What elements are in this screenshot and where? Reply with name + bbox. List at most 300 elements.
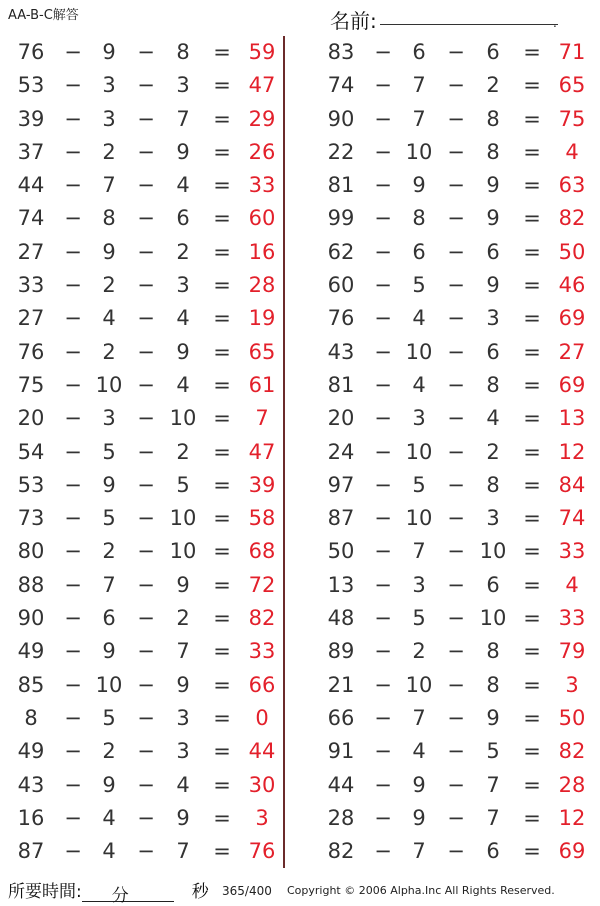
answer: 76 — [248, 839, 276, 864]
minus-sign: − — [64, 339, 82, 364]
subtrahend-2: 2 — [176, 606, 190, 631]
equals-sign: = — [523, 639, 541, 664]
subtrahend-2: 9 — [176, 339, 190, 364]
minus-sign: − — [374, 705, 392, 730]
answer: 59 — [248, 40, 276, 64]
minus-sign: − — [137, 339, 155, 364]
problem-row — [0, 602, 290, 635]
problem-row — [310, 469, 600, 502]
name-blank-line — [380, 24, 558, 25]
subtrahend-1: 2 — [412, 639, 426, 664]
answer: 84 — [558, 472, 586, 497]
minuend: 33 — [17, 273, 45, 298]
minuend: 48 — [327, 606, 355, 631]
minus-sign: − — [447, 506, 465, 531]
problem-row — [310, 269, 600, 302]
answer: 33 — [558, 539, 586, 564]
subtrahend-2: 5 — [176, 472, 190, 497]
equals-sign: = — [523, 273, 541, 298]
equals-sign: = — [523, 406, 541, 431]
subtrahend-1: 5 — [102, 705, 116, 730]
minus-sign: − — [64, 439, 82, 464]
minuend: 43 — [327, 339, 355, 364]
minus-sign: − — [374, 339, 392, 364]
problem-row — [0, 269, 290, 302]
minus-sign: − — [137, 372, 155, 397]
equals-sign: = — [523, 239, 541, 264]
equals-sign: = — [523, 539, 541, 564]
minus-sign: − — [64, 306, 82, 331]
problem-row — [310, 169, 600, 202]
minus-sign: − — [447, 839, 465, 864]
equals-sign: = — [213, 173, 231, 198]
answer: 68 — [248, 539, 276, 564]
subtrahend-1: 2 — [102, 139, 116, 164]
equals-sign: = — [213, 106, 231, 131]
problem-row — [310, 103, 600, 136]
minuend: 83 — [327, 40, 355, 64]
equals-sign: = — [213, 572, 231, 597]
subtrahend-1: 2 — [102, 273, 116, 298]
answer: 16 — [248, 239, 276, 264]
minus-sign: − — [64, 472, 82, 497]
answer: 47 — [248, 73, 276, 98]
equals-sign: = — [213, 839, 231, 864]
minus-sign: − — [137, 273, 155, 298]
minuend: 22 — [327, 139, 355, 164]
answer: 33 — [558, 606, 586, 631]
subtrahend-2: 9 — [486, 173, 500, 198]
minus-sign: − — [137, 139, 155, 164]
subtrahend-2: 3 — [176, 739, 190, 764]
minus-sign: − — [137, 805, 155, 830]
minus-sign: − — [137, 739, 155, 764]
minus-sign: − — [447, 606, 465, 631]
subtrahend-2: 3 — [486, 306, 500, 331]
minuend: 66 — [327, 705, 355, 730]
minuend: 50 — [327, 539, 355, 564]
subtrahend-1: 8 — [412, 206, 426, 231]
minuend: 39 — [17, 106, 45, 131]
equals-sign: = — [523, 506, 541, 531]
minus-sign: − — [64, 406, 82, 431]
minus-sign: − — [447, 139, 465, 164]
answer: 75 — [558, 106, 586, 131]
minus-sign: − — [64, 572, 82, 597]
problem-row — [310, 702, 600, 735]
minus-sign: − — [447, 273, 465, 298]
minus-sign: − — [447, 239, 465, 264]
problem-row — [310, 136, 600, 169]
equals-sign: = — [213, 539, 231, 564]
answer: 66 — [248, 672, 276, 697]
subtrahend-1: 4 — [412, 372, 426, 397]
answer: 13 — [558, 406, 586, 431]
subtrahend-2: 8 — [486, 672, 500, 697]
minus-sign: − — [447, 705, 465, 730]
subtrahend-1: 5 — [412, 472, 426, 497]
minuend: 28 — [327, 805, 355, 830]
subtrahend-1: 7 — [412, 106, 426, 131]
minus-sign: − — [374, 206, 392, 231]
problem-row — [0, 369, 290, 402]
minuend: 89 — [327, 639, 355, 664]
minuend: 37 — [17, 139, 45, 164]
minus-sign: − — [64, 705, 82, 730]
answer: 72 — [248, 572, 276, 597]
minuend: 43 — [17, 772, 45, 797]
problem-row — [0, 136, 290, 169]
subtrahend-1: 5 — [412, 606, 426, 631]
equals-sign: = — [213, 73, 231, 98]
minus-sign: − — [137, 606, 155, 631]
subtrahend-2: 10 — [169, 406, 197, 431]
subtrahend-1: 6 — [102, 606, 116, 631]
minus-sign: − — [447, 472, 465, 497]
subtrahend-1: 3 — [412, 572, 426, 597]
minuend: 76 — [17, 40, 45, 64]
minus-sign: − — [447, 372, 465, 397]
answer: 4 — [565, 139, 579, 164]
minus-sign: − — [374, 439, 392, 464]
equals-sign: = — [213, 606, 231, 631]
subtrahend-2: 7 — [176, 839, 190, 864]
answer: 3 — [565, 672, 579, 697]
problem-row — [310, 336, 600, 369]
subtrahend-2: 9 — [486, 206, 500, 231]
time-blank — [82, 881, 174, 906]
minuend: 49 — [17, 639, 45, 664]
minus-sign: − — [447, 805, 465, 830]
minus-sign: − — [64, 606, 82, 631]
equals-sign: = — [523, 472, 541, 497]
subtrahend-1: 9 — [102, 239, 116, 264]
subtrahend-2: 10 — [479, 606, 507, 631]
equals-sign: = — [213, 472, 231, 497]
subtrahend-2: 4 — [176, 306, 190, 331]
minuend: 76 — [17, 339, 45, 364]
minus-sign: − — [137, 239, 155, 264]
subtrahend-1: 9 — [412, 772, 426, 797]
minus-sign: − — [137, 439, 155, 464]
equals-sign: = — [213, 739, 231, 764]
subtrahend-2: 9 — [486, 705, 500, 730]
subtrahend-2: 4 — [176, 173, 190, 198]
minus-sign: − — [137, 839, 155, 864]
subtrahend-1: 9 — [102, 40, 116, 64]
equals-sign: = — [523, 739, 541, 764]
subtrahend-2: 6 — [486, 839, 500, 864]
problem-row — [310, 669, 600, 702]
equals-sign: = — [213, 306, 231, 331]
subtrahend-1: 3 — [412, 406, 426, 431]
minutes-label: 分 — [111, 886, 129, 906]
answer: 79 — [558, 639, 586, 664]
problem-row — [310, 69, 600, 102]
minus-sign: − — [447, 639, 465, 664]
subtrahend-1: 4 — [102, 839, 116, 864]
equals-sign: = — [213, 639, 231, 664]
problem-row — [310, 236, 600, 269]
minuend: 60 — [327, 273, 355, 298]
equals-sign: = — [523, 839, 541, 864]
answer: 47 — [248, 439, 276, 464]
subtrahend-2: 6 — [486, 339, 500, 364]
subtrahend-2: 8 — [486, 139, 500, 164]
problem-row — [310, 402, 600, 435]
minus-sign: − — [64, 805, 82, 830]
equals-sign: = — [523, 40, 541, 64]
minuend: 44 — [17, 173, 45, 198]
subtrahend-2: 10 — [169, 506, 197, 531]
subtrahend-2: 9 — [176, 139, 190, 164]
problem-row — [0, 336, 290, 369]
page-number: 365/400 — [222, 884, 272, 898]
minus-sign: − — [447, 106, 465, 131]
problem-row — [0, 635, 290, 668]
copyright-notice: Copyright © 2006 Alpha.Inc All Rights Reserved. — [287, 884, 555, 897]
minus-sign: − — [447, 339, 465, 364]
answer: 28 — [558, 772, 586, 797]
answer: 30 — [248, 772, 276, 797]
subtrahend-1: 4 — [412, 306, 426, 331]
minus-sign: − — [447, 173, 465, 198]
minuend: 8 — [24, 705, 38, 730]
subtrahend-1: 4 — [412, 739, 426, 764]
minus-sign: − — [64, 839, 82, 864]
minuend: 81 — [327, 372, 355, 397]
minus-sign: − — [64, 273, 82, 298]
minuend: 20 — [17, 406, 45, 431]
minuend: 54 — [17, 439, 45, 464]
minus-sign: − — [64, 73, 82, 98]
equals-sign: = — [523, 805, 541, 830]
subtrahend-2: 9 — [486, 273, 500, 298]
minus-sign: − — [374, 306, 392, 331]
subtrahend-2: 9 — [176, 572, 190, 597]
minus-sign: − — [137, 106, 155, 131]
minuend: 74 — [327, 73, 355, 98]
answer: 3 — [255, 805, 269, 830]
seconds-label: 秒 — [191, 882, 209, 902]
equals-sign: = — [213, 406, 231, 431]
subtrahend-1: 3 — [102, 73, 116, 98]
minus-sign: − — [374, 406, 392, 431]
answer: 61 — [248, 372, 276, 397]
minuend: 85 — [17, 672, 45, 697]
subtrahend-2: 8 — [486, 639, 500, 664]
answer: 69 — [558, 372, 586, 397]
subtrahend-1: 7 — [412, 73, 426, 98]
minuend: 53 — [17, 73, 45, 98]
subtrahend-1: 9 — [102, 639, 116, 664]
equals-sign: = — [523, 306, 541, 331]
problem-row — [0, 236, 290, 269]
problem-row — [310, 436, 600, 469]
minus-sign: − — [447, 572, 465, 597]
minuend: 76 — [327, 306, 355, 331]
subtrahend-1: 9 — [102, 772, 116, 797]
subtrahend-2: 7 — [486, 772, 500, 797]
equals-sign: = — [213, 239, 231, 264]
minuend: 62 — [327, 239, 355, 264]
equals-sign: = — [213, 506, 231, 531]
minus-sign: − — [137, 406, 155, 431]
problems-right-column — [310, 36, 600, 868]
minus-sign: − — [374, 73, 392, 98]
problem-row — [310, 769, 600, 802]
subtrahend-1: 2 — [102, 739, 116, 764]
subtrahend-2: 6 — [176, 206, 190, 231]
subtrahend-2: 2 — [486, 439, 500, 464]
subtrahend-2: 2 — [176, 439, 190, 464]
subtrahend-1: 9 — [102, 472, 116, 497]
minuend: 91 — [327, 739, 355, 764]
equals-sign: = — [523, 705, 541, 730]
subtrahend-2: 2 — [486, 73, 500, 98]
minus-sign: − — [137, 472, 155, 497]
minus-sign: − — [447, 306, 465, 331]
subtrahend-1: 3 — [102, 406, 116, 431]
equals-sign: = — [213, 339, 231, 364]
subtrahend-2: 8 — [486, 106, 500, 131]
problem-row — [310, 369, 600, 402]
minuend: 87 — [17, 839, 45, 864]
minus-sign: − — [137, 206, 155, 231]
subtrahend-2: 3 — [176, 273, 190, 298]
minus-sign: − — [64, 206, 82, 231]
minus-sign: − — [447, 73, 465, 98]
answer: 39 — [248, 472, 276, 497]
minuend: 90 — [17, 606, 45, 631]
subtrahend-1: 10 — [405, 139, 433, 164]
minuend: 81 — [327, 173, 355, 198]
problem-row — [310, 835, 600, 868]
minus-sign: − — [137, 705, 155, 730]
minus-sign: − — [374, 239, 392, 264]
problem-row — [310, 202, 600, 235]
minuend: 74 — [17, 206, 45, 231]
subtrahend-2: 3 — [486, 506, 500, 531]
subtrahend-1: 6 — [412, 239, 426, 264]
equals-sign: = — [523, 372, 541, 397]
minus-sign: − — [64, 506, 82, 531]
minus-sign: − — [374, 40, 392, 64]
minus-sign: − — [447, 772, 465, 797]
equals-sign: = — [213, 372, 231, 397]
answer: 33 — [248, 173, 276, 198]
minuend: 82 — [327, 839, 355, 864]
minuend: 44 — [327, 772, 355, 797]
problem-row — [0, 469, 290, 502]
minus-sign: − — [374, 372, 392, 397]
subtrahend-2: 9 — [176, 672, 190, 697]
minus-sign: − — [137, 639, 155, 664]
equals-sign: = — [523, 73, 541, 98]
subtrahend-2: 7 — [176, 639, 190, 664]
minus-sign: − — [64, 173, 82, 198]
answer: 65 — [558, 73, 586, 98]
subtrahend-1: 2 — [102, 539, 116, 564]
minuend: 80 — [17, 539, 45, 564]
problem-row — [0, 502, 290, 535]
minus-sign: − — [64, 772, 82, 797]
minus-sign: − — [374, 173, 392, 198]
subtrahend-2: 5 — [486, 739, 500, 764]
answer: 19 — [248, 306, 276, 331]
minus-sign: − — [374, 839, 392, 864]
subtrahend-1: 5 — [102, 506, 116, 531]
minus-sign: − — [447, 406, 465, 431]
answer: 12 — [558, 805, 586, 830]
answer: 27 — [558, 339, 586, 364]
minus-sign: − — [374, 539, 392, 564]
answer: 33 — [248, 639, 276, 664]
problem-row — [310, 602, 600, 635]
equals-sign: = — [523, 572, 541, 597]
problem-row — [0, 169, 290, 202]
minus-sign: − — [374, 772, 392, 797]
problem-row — [0, 202, 290, 235]
minus-sign: − — [64, 739, 82, 764]
subtrahend-1: 7 — [102, 173, 116, 198]
problem-row — [310, 502, 600, 535]
minuend: 13 — [327, 572, 355, 597]
minuend: 88 — [17, 572, 45, 597]
answer: 12 — [558, 439, 586, 464]
answer: 4 — [565, 572, 579, 597]
time-taken-label: 所要時間: — [8, 882, 82, 902]
subtrahend-1: 10 — [95, 372, 123, 397]
minuend: 73 — [17, 506, 45, 531]
subtrahend-2: 2 — [176, 239, 190, 264]
subtrahend-1: 10 — [405, 672, 433, 697]
equals-sign: = — [523, 106, 541, 131]
minus-sign: − — [137, 539, 155, 564]
minus-sign: − — [64, 106, 82, 131]
minus-sign: − — [64, 372, 82, 397]
minus-sign: − — [374, 572, 392, 597]
minus-sign: − — [64, 639, 82, 664]
minus-sign: − — [374, 639, 392, 664]
problem-row — [0, 69, 290, 102]
answer: 29 — [248, 106, 276, 131]
worksheet-title: AA-B-C解答 — [8, 8, 79, 23]
subtrahend-1: 2 — [102, 339, 116, 364]
minus-sign: − — [447, 672, 465, 697]
subtrahend-1: 3 — [102, 106, 116, 131]
problem-row — [0, 569, 290, 602]
subtrahend-2: 4 — [176, 772, 190, 797]
equals-sign: = — [213, 705, 231, 730]
subtrahend-1: 7 — [412, 705, 426, 730]
problem-row — [0, 802, 290, 835]
minuend: 90 — [327, 106, 355, 131]
equals-sign: = — [213, 206, 231, 231]
minus-sign: − — [374, 506, 392, 531]
equals-sign: = — [213, 40, 231, 64]
problem-row — [0, 535, 290, 568]
answer: 58 — [248, 506, 276, 531]
subtrahend-1: 7 — [412, 839, 426, 864]
minuend: 87 — [327, 506, 355, 531]
minus-sign: − — [374, 805, 392, 830]
problem-row — [0, 103, 290, 136]
minus-sign: − — [137, 73, 155, 98]
equals-sign: = — [523, 139, 541, 164]
answer: 82 — [248, 606, 276, 631]
minus-sign: − — [447, 40, 465, 64]
